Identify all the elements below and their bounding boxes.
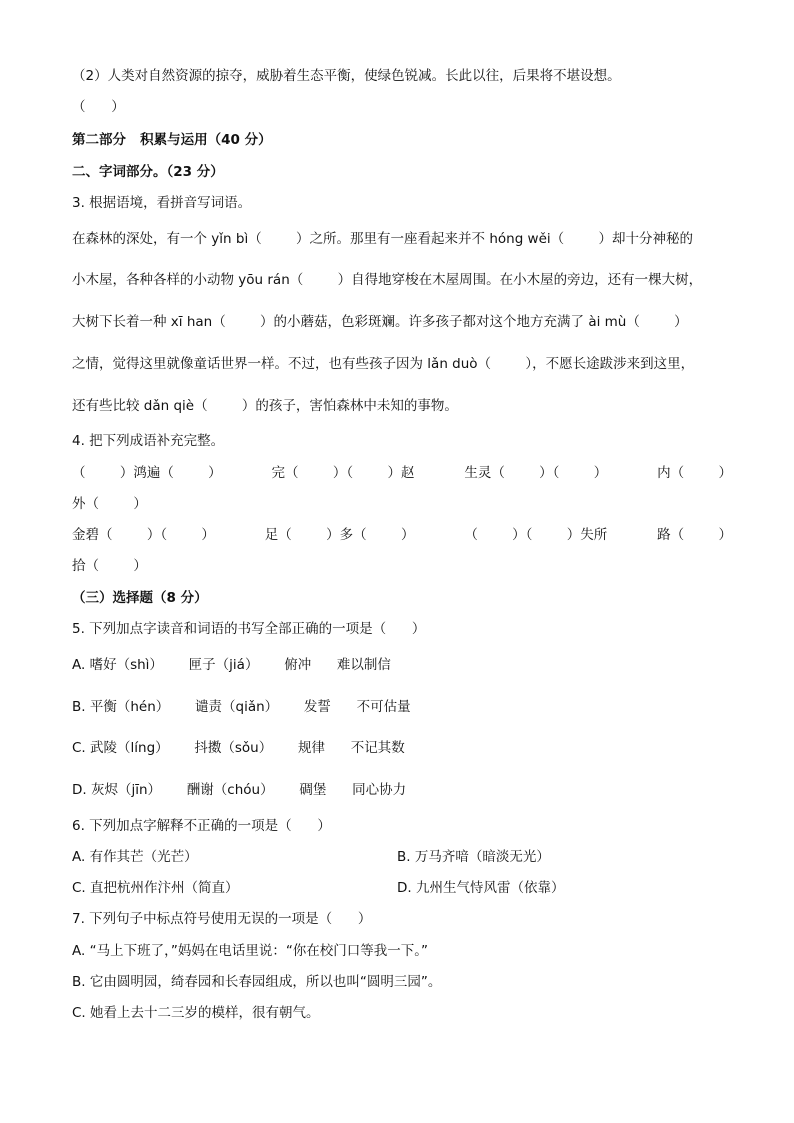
q3-passage-line: 小木屋，各种各样的小动物 yōu rán（ ）自得地穿梭在木屋周围。在小木屋的旁边，还有一棵大树， — [72, 272, 703, 288]
q5-option: B. 平衡（hén） 谴责（qiǎn） 发誓 不可估量 — [72, 699, 411, 715]
idiom-blank-continued: 外（ ） — [72, 496, 147, 512]
part2-title: 第二部分 积累与运用（40 分） — [72, 132, 272, 148]
q6-option-a: A. 有作其芒（光芒） — [72, 849, 198, 865]
idiom-blank: 内（ ） — [657, 465, 732, 481]
q2-answer-paren: （ ） — [72, 99, 125, 115]
q7-option-c: C. 她看上去十二三岁的模样，很有朝气。 — [72, 1005, 320, 1021]
q6-option-c: C. 直把杭州作汴州（简直） — [72, 880, 239, 896]
q7-option-b: B. 它由圆明园，绮春园和长春园组成，所以也叫“圆明三园”。 — [72, 974, 442, 990]
idiom-blank: 生灵（ ）（ ） — [464, 465, 608, 481]
idiom-blank: （ ）（ ）失所 — [464, 527, 608, 543]
section3-title: （三）选择题（8 分） — [72, 590, 208, 606]
q6-option-d: D. 九州生气恃风雷（依靠） — [397, 880, 565, 896]
q5-option: C. 武陵（líng） 抖擞（sǒu） 规律 不记其数 — [72, 740, 405, 756]
section2-title: 二、字词部分。（23 分） — [72, 164, 224, 180]
q4-idiom-row — [72, 463, 732, 483]
q7-option-a: A. “马上下班了，”妈妈在电话里说：“你在校门口等我一下。” — [72, 943, 429, 959]
q4-idiom-row — [72, 525, 732, 545]
idiom-blank: 足（ ）多（ ） — [264, 527, 415, 543]
q3-passage-line: 在森林的深处，有一个 yǐn bì（ ）之所。那里有一座看起来并不 hóng wěi（ ）却十分神秘的 — [72, 231, 693, 247]
idiom-blank: 金碧（ ）（ ） — [72, 527, 215, 543]
q5-option: A. 嗜好（shì） 匣子（jiá） 俯冲 难以制信 — [72, 657, 391, 673]
idiom-blank-continued: 拾（ ） — [72, 558, 147, 574]
q4-stem: 4. 把下列成语补充完整。 — [72, 433, 225, 449]
q5-stem: 5. 下列加点字读音和词语的书写全部正确的一项是（ ） — [72, 621, 426, 637]
q2-item-text: （2）人类对自然资源的掠夺，威胁着生态平衡，使绿色锐减。长此以往，后果将不堪设想。 — [72, 68, 621, 84]
q6-option-b: B. 万马齐喑（暗淡无光） — [397, 849, 550, 865]
idiom-blank: 路（ ） — [657, 527, 732, 543]
idiom-blank: 完（ ）（ ）赵 — [271, 465, 415, 481]
q3-passage-line: 大树下长着一种 xī han（ ）的小蘑菇，色彩斑斓。许多孩子都对这个地方充满了 ài mù（ ） — [72, 314, 688, 330]
idiom-blank: （ ）鸿遍（ ） — [72, 465, 222, 481]
q3-stem: 3. 根据语境，看拼音写词语。 — [72, 195, 252, 211]
q3-passage-line: 还有些比较 dǎn qiè（ ）的孩子，害怕森林中未知的事物。 — [72, 398, 458, 414]
q5-option: D. 灰烬（jīn） 酬谢（chóu） 碉堡 同心协力 — [72, 782, 407, 798]
q7-stem: 7. 下列句子中标点符号使用无误的一项是（ ） — [72, 911, 372, 927]
q6-stem: 6. 下列加点字解释不正确的一项是（ ） — [72, 818, 331, 834]
q3-passage-line: 之情，觉得这里就像童话世界一样。不过，也有些孩子因为 lǎn duò（ ），不愿长途跋涉来到这里， — [72, 356, 695, 372]
